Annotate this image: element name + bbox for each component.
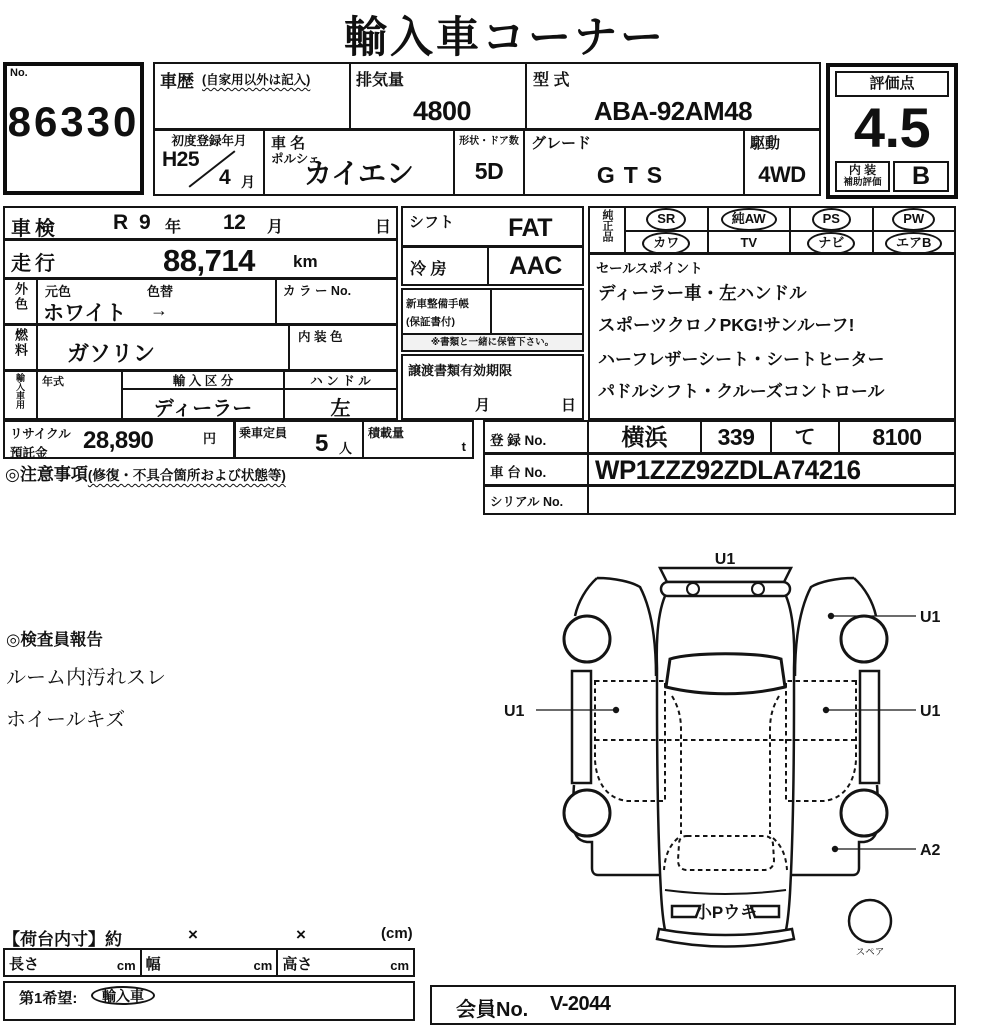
rear-hatch-line: [665, 890, 786, 894]
member-value: V-2044: [550, 993, 611, 1015]
orig-color-label: 元色: [45, 284, 72, 299]
score-label: 評価点: [869, 75, 915, 92]
recycle-box: [3, 420, 236, 459]
chassis-value: WP1ZZZ92ZDLA74216: [595, 455, 861, 485]
service-book-box: [401, 288, 584, 352]
recycle-unit: 円: [203, 431, 217, 446]
spare-label: スペア: [855, 947, 885, 958]
service-note: ※書類と一緒に保管下さい。: [403, 333, 582, 350]
history-label: 車歴: [160, 72, 194, 91]
damage-label-right-upper: U1: [920, 609, 941, 626]
import-use-label: 輸入車用: [15, 373, 25, 409]
body-doors-label: 形状・ドア数: [459, 136, 519, 147]
damage-label-right-middle: U1: [920, 703, 941, 720]
member-box: [430, 985, 956, 1025]
chassis-row: [483, 452, 956, 487]
displacement-label: 排気量: [356, 72, 405, 89]
caution-heading: [5, 460, 286, 485]
equipment-label: 純正品: [601, 209, 613, 242]
model-code-value: ABA-92AM48: [593, 96, 753, 126]
shaken-row: [3, 206, 398, 241]
transfer-docs-box: [401, 354, 584, 420]
equip-cell: [791, 208, 874, 230]
wish-label: 第1希望:: [19, 990, 78, 1007]
body-left-edge: [657, 596, 665, 930]
sales-points-label: セールスポイント: [596, 261, 703, 276]
fuel-label: 燃料: [13, 328, 28, 358]
color-no-label: カ ラ ー No.: [283, 284, 352, 298]
grade-label: グレード: [531, 135, 592, 152]
interior-grade-label-cell: [835, 161, 890, 192]
grade-box: [523, 128, 745, 196]
caution-note: (修復・不具合箇所および状態等): [87, 468, 286, 483]
handle-value: 左: [330, 398, 351, 420]
fuel-value: ガソリン: [67, 341, 156, 366]
capacity-label: 乗車定員: [239, 426, 288, 440]
exterior-color-row: [3, 277, 398, 326]
sales-point-line: スポーツクロノPKG!サンルーフ!: [598, 315, 855, 335]
first-registration-year: H25: [162, 148, 200, 171]
import-class-value: ディーラー: [153, 398, 253, 420]
interior-grade-label-2: 補助評価: [843, 177, 882, 188]
drive-value: 4WD: [758, 162, 806, 187]
page-title: 輸入車コーナー: [344, 14, 666, 62]
service-book-line2: (保証書付): [406, 316, 455, 328]
drive-box: [743, 128, 821, 196]
drive-label: 駆動: [750, 135, 781, 152]
door-panel-dashed-outlines: [595, 681, 856, 870]
shaken-day-suffix: 日: [375, 219, 392, 236]
shaken-year: 9: [139, 211, 151, 234]
serial-row: [483, 484, 956, 515]
orig-color-value: ホワイト: [43, 302, 127, 325]
equip-kawa: カワ: [642, 232, 690, 255]
left-rear-wheel: [564, 790, 610, 836]
cargo-width-unit: cm: [253, 958, 273, 973]
equip-cell: [791, 232, 874, 252]
mileage-value: 88,714: [163, 243, 255, 278]
recycle-label-1: リサイクル: [10, 427, 71, 441]
shaken-label: 車検: [11, 218, 59, 240]
wish-box: [3, 981, 415, 1021]
sales-points-box: [588, 252, 956, 420]
left-sill: [572, 671, 591, 783]
car-damage-diagram: [488, 538, 958, 978]
mileage-label: 走行: [11, 253, 59, 275]
caution-title: ◎注意事項: [5, 465, 88, 484]
sales-point-line: ディーラー車・左ハンドル: [598, 283, 807, 303]
transfer-month-suffix: 月: [475, 397, 491, 414]
cargo-width-label: 幅: [145, 956, 161, 973]
history-note: (自家用以外は記入): [202, 73, 311, 87]
cargo-table: [3, 948, 415, 977]
cargo-length-cell: [5, 950, 142, 975]
load-label: 積載量: [368, 426, 405, 440]
equip-navi: ナビ: [807, 232, 855, 255]
fuel-row: [3, 323, 398, 372]
equip-cell: [874, 208, 955, 230]
capacity-unit: 人: [339, 441, 353, 456]
color-change-label: 色替: [147, 284, 174, 299]
cargo-height-cell: [278, 950, 413, 975]
car-name-box: [263, 128, 455, 196]
equip-ps: PS: [812, 208, 851, 231]
cargo-height-unit: cm: [390, 958, 410, 973]
equip-junaw: 純AW: [721, 208, 777, 231]
shaken-month: 12: [223, 211, 246, 234]
sales-point-line: ハーフレザーシート・シートヒーター: [598, 350, 885, 369]
shift-value: FAT: [508, 214, 552, 242]
score-label-cell: [835, 71, 949, 97]
shaken-era: R: [113, 211, 128, 234]
cargo-x1: ×: [188, 925, 198, 944]
equip-pw: PW: [892, 208, 935, 231]
equip-cell: [626, 208, 709, 230]
chassis-label: 車 台 No.: [490, 465, 547, 480]
equip-sr: SR: [646, 208, 686, 231]
registration-area: 横浜: [621, 424, 668, 450]
shaken-month-suffix: 月: [267, 219, 284, 236]
inspector-report: [6, 626, 166, 732]
mileage-row: [3, 238, 398, 280]
lot-number-label: No.: [10, 67, 28, 79]
spare-tire-circle: [849, 900, 891, 942]
lot-number-value: 86330: [7, 98, 140, 145]
interior-grade-value: B: [911, 162, 931, 190]
displacement-box: [349, 62, 527, 131]
car-name-value: カイエン: [303, 158, 415, 189]
body-doors-value: 5D: [474, 158, 504, 184]
registration-number: 8100: [872, 424, 922, 450]
transfer-docs-label: 譲渡書類有効期限: [408, 363, 513, 378]
mileage-unit: km: [293, 252, 318, 271]
score-value: 4.5: [853, 96, 931, 159]
lot-number-box: [3, 62, 144, 195]
import-class-label: 輸 入 区 分: [123, 371, 283, 390]
body-right-edge: [786, 596, 794, 930]
import-row: [3, 369, 398, 420]
first-registration-box: [153, 128, 265, 196]
service-book-line1: 新車整備手帳: [406, 298, 469, 310]
model-code-box: [525, 62, 821, 131]
damage-dot: [613, 707, 619, 713]
shift-box: [401, 206, 584, 248]
body-doors-box: [453, 128, 525, 196]
cargo-unit: (cm): [381, 925, 413, 942]
ac-value: AAC: [509, 252, 562, 280]
recycle-value: 28,890: [83, 427, 154, 454]
load-box: [362, 420, 474, 459]
first-registration-label: 初度登録年月: [171, 134, 247, 148]
inspector-line: ルーム内汚れスレ: [6, 667, 166, 689]
equip-cell: [626, 232, 709, 252]
damage-label-left-middle: U1: [504, 703, 525, 720]
registration-row: [483, 420, 956, 455]
shaken-year-suffix: 年: [165, 219, 182, 236]
front-panel: [661, 582, 790, 596]
member-label: 会員No.: [456, 999, 529, 1021]
damage-dot: [828, 613, 834, 619]
wish-value: 輸入車: [91, 986, 155, 1005]
displacement-value: 4800: [413, 96, 472, 126]
first-registration-month: 4: [219, 166, 231, 189]
history-box: [153, 62, 351, 131]
load-unit: t: [461, 439, 466, 454]
damage-label-top: U1: [714, 551, 736, 568]
registration-label: 登 録 No.: [490, 433, 547, 448]
score-box: [826, 63, 958, 199]
maker-name: ポルシェ: [271, 152, 321, 166]
interior-grade-label-1: 内 装: [848, 163, 877, 177]
equipment-box: [588, 206, 956, 255]
transfer-day-suffix: 日: [561, 397, 577, 414]
exterior-color-label: 外色: [13, 282, 28, 312]
cargo-length-unit: cm: [116, 958, 136, 973]
damage-dot: [832, 846, 838, 852]
sales-point-line: パドルシフト・クルーズコントロール: [598, 382, 885, 401]
right-rear-wheel: [841, 790, 887, 836]
front-bumper: [660, 568, 791, 582]
damage-dot: [823, 707, 829, 713]
recycle-label-2: 預託金: [10, 446, 48, 460]
first-registration-month-suffix: 月: [241, 174, 255, 190]
rear-bumper: [657, 929, 794, 947]
interior-color-label: 内 装 色: [298, 330, 343, 344]
capacity-value: 5: [315, 430, 328, 457]
cargo-height-label: 高さ: [282, 956, 313, 973]
inspector-line: ホイールキズ: [6, 709, 126, 731]
right-sill: [860, 671, 879, 783]
shift-label: シフト: [409, 214, 455, 231]
cargo-x2: ×: [296, 925, 306, 944]
grade-value: GTS: [596, 162, 672, 188]
serial-label: シリアル No.: [490, 495, 564, 509]
equip-airbag: エアB: [885, 232, 942, 255]
cargo-width-cell: [142, 950, 279, 975]
registration-class: 339: [717, 424, 755, 450]
cargo-heading-row: [3, 925, 415, 949]
equip-tv: TV: [740, 235, 758, 250]
car-name-label: 車 名: [271, 135, 306, 152]
handle-label: ハ ン ド ル: [285, 371, 396, 390]
color-arrow: →: [150, 300, 168, 320]
windshield: [666, 654, 785, 694]
right-front-wheel: [841, 616, 887, 662]
cargo-heading: 【荷台内寸】約: [3, 930, 122, 949]
inspector-heading: ◎検査員報告: [6, 631, 103, 649]
interior-grade-value-cell: [893, 161, 949, 192]
damage-label-rear-quarter: A2: [920, 842, 941, 859]
year-model-label: 年式: [42, 376, 64, 388]
equip-cell: [709, 232, 792, 252]
model-code-label: 型 式: [533, 72, 570, 89]
ac-label: 冷 房: [410, 261, 447, 278]
capacity-box: [233, 420, 364, 459]
equip-cell: [874, 232, 955, 252]
ac-box: [401, 245, 584, 286]
rear-note-label: 小Pウキ: [694, 903, 758, 922]
left-front-wheel: [564, 616, 610, 662]
equip-cell: [709, 208, 792, 230]
cargo-length-label: 長さ: [9, 956, 40, 973]
registration-kana: て: [794, 426, 816, 449]
